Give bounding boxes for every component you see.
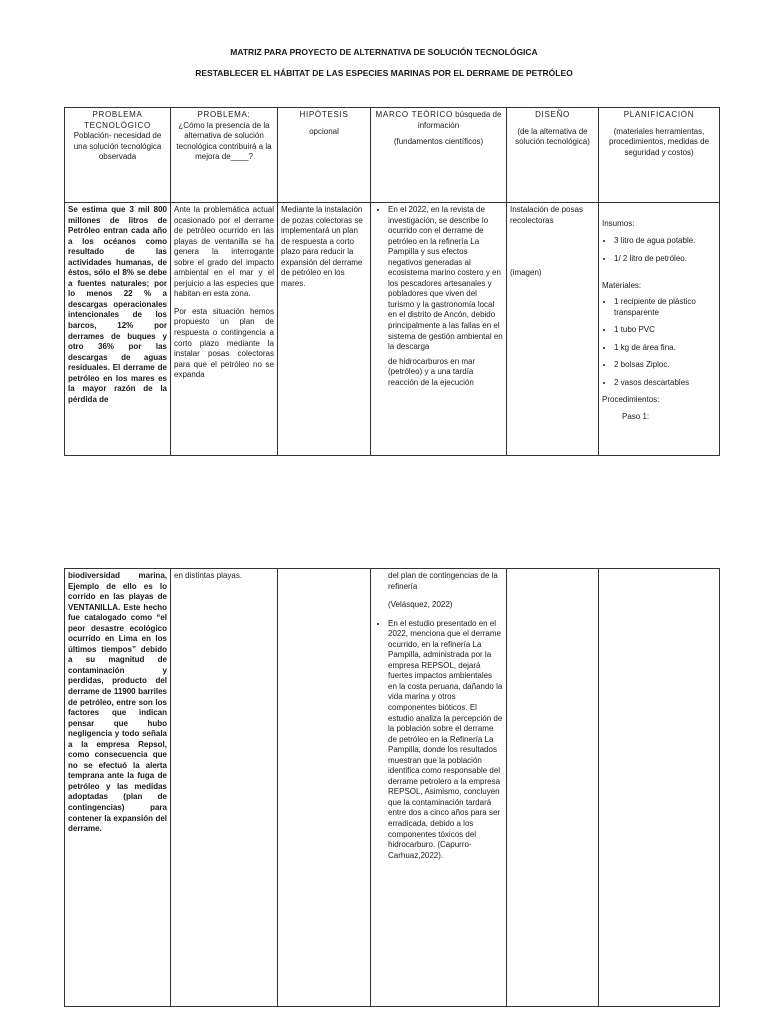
insumos-label: Insumos: xyxy=(602,219,635,228)
cell-problema-tecnologico: Se estima que 3 mil 800 millones de litros de Petróleo entran cada año a los océanos como resultado de las actividades humanas, de éstos, sólo el 8% se debe a fuentes naturales; por lo menos 22 % a descargas operacionales intencionales de los barcos, 12% por derrames de buques y otro 36% por las descargas de aguas residuales. El derrame de petróleo en los mares es la mayor razón de la pérdida de xyxy=(65,203,171,456)
cell-problema: Ante la problemática actual ocasionado por el derrame de petróleo ocurrido en las playas de ventanilla se ha genera la interrogante sobre el grado del impacto ambiental en el mar y el perjuicio a las especies que habitan en esta zona. Por esta situación hemos propuesto un plan de respuesta o contingencia a corto plazo mediante la instalar posas colectoras para que el petróleo no se expanda xyxy=(171,203,278,456)
content-row-1 xyxy=(65,203,720,456)
matrix-table-part2 xyxy=(64,568,720,1007)
header-diseno: DISEÑO (de la alternativa de solución tecnológica) xyxy=(507,108,599,203)
citation: (Velásquez, 2022) xyxy=(388,600,453,610)
insumo-item: • 3 litro de agua potable. xyxy=(614,236,716,247)
paso-label: Paso 1: xyxy=(622,412,650,422)
matrix-table-part1 xyxy=(64,107,720,456)
materiales-label: Materiales: xyxy=(602,280,642,290)
material-item: • 1 recipiente de plástico transparente xyxy=(614,297,716,318)
cell-marco-teorico: • En el 2022, en la revista de investigación, se describe lo ocurrido con el derrame de petróleo en la refinería La Pampilla y sus efectos negativos generadas al ecosistema marino costero y en los pescadores artesanales y pobladores que viven del turismo y la gastronomía local en el distrito de Ancón, debido principalmente a las fallas en el sistema de gestión ambiental en la descarga de hidrocarburos en mar (petróleo) y a una tardía reacción de la ejecución xyxy=(371,203,507,456)
content-row-2 xyxy=(65,569,720,1007)
diseno-image-placeholder: (imagen) xyxy=(510,268,542,278)
cell-planificacion-cont xyxy=(599,569,720,1007)
cell-problema-tecnologico-cont: biodiversidad marina, Ejemplo de ello es lo corrido en las playas de VENTANILLA. Este hecho fue catalogado como “el peor desastre ecológico ocurrido en Lima en los últimos tiempos” debido a su magnitud de contaminación y perdidas, producto del derrame de 11900 barriles de petróleo, entre son los factores que indican pensar que hubo negligencia y todo señala a la empresa Repsol, como consecuencia que no se efectuó la alerta temprana ante la fuga de petróleo y las medidas adoptadas (plan de contingencias) para contener la expansión del derrame. xyxy=(65,569,171,1007)
diseno-title: Instalación de posas recolectoras xyxy=(510,205,583,225)
document-subtitle: RESTABLECER EL HÁBITAT DE LAS ESPECIES MARINAS POR EL DERRAME DE PETRÓLEO xyxy=(195,68,573,78)
cell-problema-cont: en distintas playas. xyxy=(171,569,278,1007)
cell-diseno-cont xyxy=(507,569,599,1007)
material-item: • 1 tubo PVC xyxy=(614,325,716,336)
header-marco-teorico: MARCO TEÓRICO búsqueda de información (fundamentos científicos) xyxy=(371,108,507,203)
material-item: • 1 kg de área fina. xyxy=(614,343,716,354)
header-problema-tecnologico: PROBLEMA TECNOLÓGICO Población- necesidad de una solución tecnológica observada xyxy=(65,108,171,203)
header-problema: PROBLEMA: ¿Cómo la presencia de la alternativa de solución tecnológica contribuirá a la mejora de____? xyxy=(171,108,278,203)
cell-planificacion xyxy=(599,203,720,456)
marco-bullet-1: • En el 2022, en la revista de investigación, se describe lo ocurrido con el derrame de petróleo en la refinería La Pampilla y sus efectos negativos generadas al ecosistema marino costero y en los pescadores artesanales y pobladores que viven del turismo y la gastronomía local en el distrito de Ancón, debido principalmente a las fallas en el sistema de gestión ambiental en la descarga xyxy=(388,205,503,353)
header-hipotesis: HIPÓTESIS opcional xyxy=(278,108,371,203)
cell-hipotesis-cont xyxy=(278,569,371,1007)
cell-diseno xyxy=(507,203,599,456)
material-item: • 2 bolsas Ziploc. xyxy=(614,360,716,371)
insumo-item: • 1/ 2 litro de petróleo. xyxy=(614,254,716,265)
cell-marco-teorico-cont: del plan de contingencias de la refinería (Velásquez, 2022) • En el estudio presentado en el 2022, menciona que el derrame ocurrido, en la refinería La Pampilla, administrada por la empresa REPSOL, dejará fuertes impactos ambientales en la costa peruana, dañando la vida marina y otros componentes bióticos. El estudio analiza la percepción de la población sobre el derrame de petróleo en la Refinería La Pampilla, donde los resultados muestran que la población identifica como responsable del derrame petrolero a la empresa REPSOL, Asimismo, concluyen que la contaminación tardará entre dos a cinco años para ser erradicada, debido a los componentes tóxicos del hidrocarburo. (Capurro-Carhuaz,2022). xyxy=(371,569,507,1007)
document-title: MATRIZ PARA PROYECTO DE ALTERNATIVA DE SOLUCIÓN TECNOLÓGICA xyxy=(230,47,538,57)
marco-bullet-2: • En el estudio presentado en el 2022, menciona que el derrame ocurrido, en la refinería La Pampilla, administrada por la empresa REPSOL, dejará fuertes impactos ambientales en la costa peruana, dañando la vida marina y otros componentes bióticos. El estudio analiza la percepción de la población sobre el derrame de petróleo en la Refinería La Pampilla, donde los resultados muestran que la población identifica como responsable del derrame petrolero a la empresa REPSOL, Asimismo, concluyen que la contaminación tardará entre dos a cinco años para ser erradicada, debido a los componentes tóxicos del hidrocarburo. (Capurro-Carhuaz,2022). xyxy=(388,619,503,862)
cell-hipotesis: Mediante la instalación de pozas colectoras se implementará un plan de respuesta a corto plazo para reducir la expansión del derrame de petróleo en los mares. xyxy=(278,203,371,456)
header-row xyxy=(65,108,720,203)
material-item: • 2 vasos descartables xyxy=(614,378,716,389)
procedimientos-label: Procedimientos: xyxy=(602,395,660,405)
header-planificacion: PLANIFICACIÓN (materiales herramientas, procedimientos, medidas de seguridad y costos) xyxy=(599,108,720,203)
